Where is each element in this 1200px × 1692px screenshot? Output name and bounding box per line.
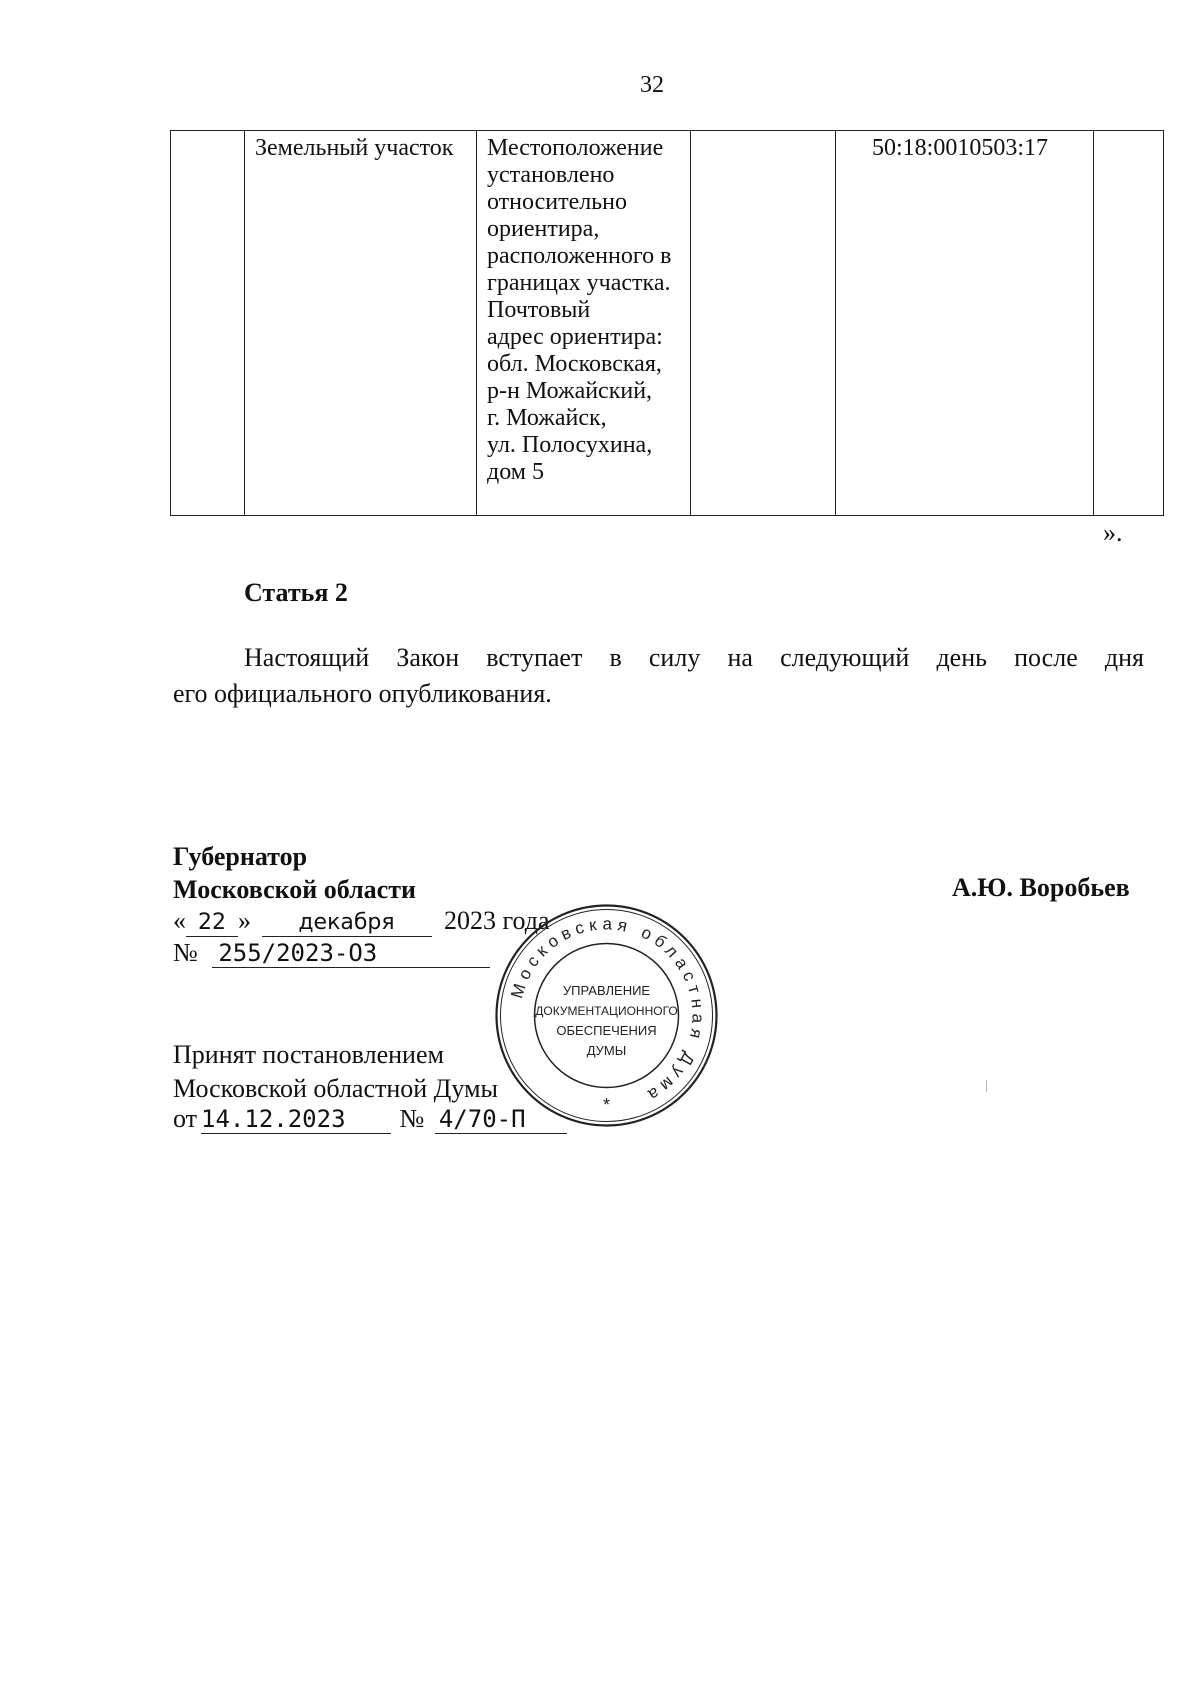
- seal-center-line4: ДУМЫ: [586, 1043, 627, 1058]
- seal-center-line2: ДОКУМЕНТАЦИОННОГО: [535, 1004, 678, 1018]
- adoption-line2: Московской областной Думы: [173, 1074, 498, 1103]
- address-line: дом 5: [487, 459, 544, 485]
- address-line: р-н Можайский,: [487, 378, 653, 404]
- article-word: следующий: [780, 643, 910, 672]
- law-number-value: 255/2023-ОЗ: [212, 939, 490, 968]
- article-word: Закон: [396, 643, 460, 672]
- margin-mark: [986, 1080, 987, 1092]
- law-number-label: №: [173, 938, 198, 967]
- closing-quote: ».: [1103, 518, 1123, 547]
- signatory-title: [173, 840, 416, 906]
- signatory-title-line1: Губернатор: [173, 842, 308, 871]
- address-line: обл. Московская,: [487, 351, 662, 377]
- law-number: [173, 938, 490, 968]
- article-title: Статья 2: [244, 578, 348, 607]
- date-close-quote: »: [238, 906, 251, 935]
- table-cell-index: [171, 131, 245, 516]
- table-cell-object-type: Земельный участок: [245, 131, 477, 516]
- article-word: силу: [648, 643, 701, 672]
- adoption-text: [173, 1038, 498, 1106]
- address-line: относительно: [487, 189, 628, 215]
- date-year: 2023 года: [444, 906, 550, 935]
- date-month: декабря: [262, 910, 432, 937]
- signatory-name: А.Ю. Воробьев: [952, 873, 1130, 902]
- address-line: г. Можайск,: [487, 405, 607, 431]
- address-line: ул. Полосухина,: [487, 432, 653, 458]
- address-line: границах участка.: [487, 270, 671, 296]
- article-word: вступает: [486, 643, 583, 672]
- address-line: расположенного в: [487, 243, 672, 269]
- address-line: Почтовый: [487, 297, 591, 323]
- address-line: Местоположение: [487, 135, 664, 161]
- article-word: на: [727, 643, 753, 672]
- date-day: 22: [186, 910, 238, 937]
- article-text-line1: [244, 643, 1144, 673]
- land-plot-table: [170, 130, 1164, 516]
- seal-star: *: [602, 1095, 611, 1115]
- table-cell-address: [477, 131, 691, 516]
- date-open-quote: «: [173, 906, 186, 935]
- article-word: после: [1014, 643, 1078, 672]
- address-line: установлено: [487, 162, 615, 188]
- address-line: ориентира,: [487, 216, 600, 242]
- seal-center-line3: ОБЕСПЕЧЕНИЯ: [556, 1023, 657, 1038]
- article-word: Настоящий: [244, 643, 370, 672]
- table-cell-empty: [691, 131, 836, 516]
- adoption-line1: Принят постановлением: [173, 1040, 444, 1069]
- page-number: 32: [640, 72, 664, 98]
- adoption-date-value: 14.12.2023: [201, 1105, 391, 1134]
- adoption-date-label: от: [173, 1104, 198, 1133]
- article-word: день: [936, 643, 987, 672]
- seal-center-line1: УПРАВЛЕНИЕ: [562, 983, 651, 998]
- signatory-title-line2: Московской области: [173, 875, 416, 904]
- adoption-number-value: 4/70-П: [435, 1105, 567, 1134]
- adoption-number-label: №: [399, 1104, 425, 1133]
- table-row: [171, 131, 1164, 516]
- article-word: в: [609, 643, 622, 672]
- article-word: дня: [1104, 643, 1144, 672]
- official-seal: [494, 903, 719, 1128]
- address-line: адрес ориентира:: [487, 324, 663, 350]
- table-cell-last: [1094, 131, 1164, 516]
- table-cell-cadastral-number: 50:18:0010503:17: [836, 131, 1094, 516]
- seal-ring-text: Московская областная Дума: [507, 914, 708, 1107]
- article-text-line2: его официального опубликования.: [173, 679, 552, 708]
